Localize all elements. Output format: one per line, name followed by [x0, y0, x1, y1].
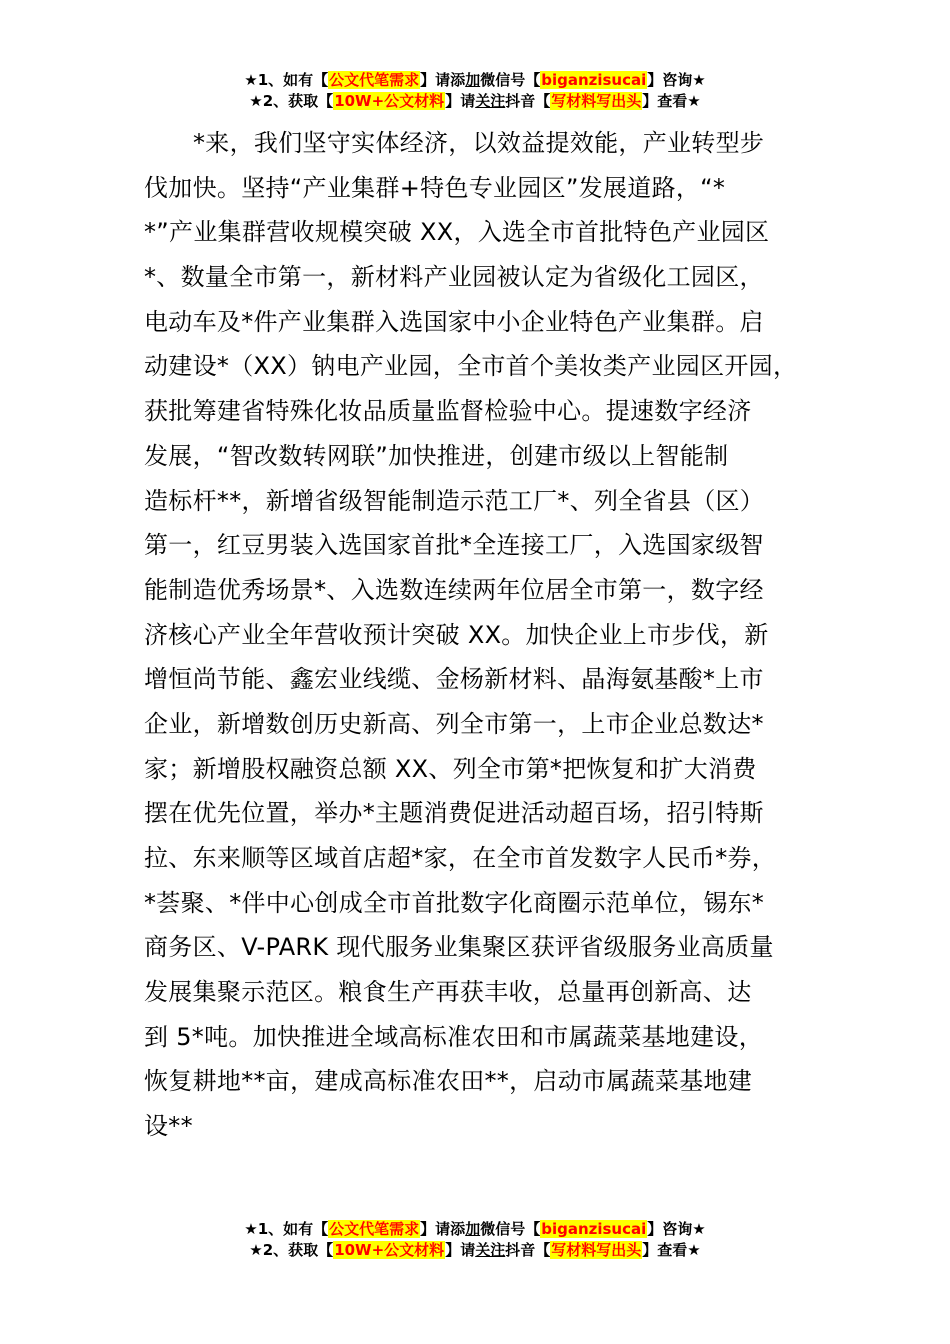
body-line: 获批筹建省特殊化妆品质量监督检验中心。提速数字经济 [144, 397, 752, 426]
banner-line-2: ★2、获取【10W+公文材料】请关注抖音【写材料写出头】查看★ [249, 1241, 701, 1259]
header-banner [0, 70, 950, 112]
document-body [144, 121, 834, 1149]
highlight-wechat-id: biganzisucai [541, 71, 647, 89]
body-line: 电动车及*件产业集群入选国家中小企业特色产业集群。启 [144, 307, 764, 336]
highlight-materials: 10W+公文材料 [334, 1241, 445, 1259]
highlight-service: 公文代笔需求 [329, 71, 420, 89]
body-line: 拉、东来顺等区域首店超*家，在全市首发数字人民币*券， [144, 844, 777, 872]
body-line: 造标杆**，新增省级智能制造示范工厂*、列全省县（区） [144, 486, 765, 515]
highlight-wechat-id: biganzisucai [541, 1220, 647, 1238]
highlight-douyin: 写材料写出头 [551, 1241, 642, 1259]
body-line: 设** [144, 1112, 193, 1141]
body-line: 发展，“智改数转网联”加快推进，创建市级以上智能制 [144, 441, 729, 470]
body-line: *来，我们坚守实体经济，以效益提效能，产业转型步 [193, 129, 765, 157]
banner-line-1: ★1、如有【公文代笔需求】请添加微信号【biganzisucai】咨询★ [244, 1220, 706, 1238]
body-line: *”产业集群营收规模突破 XX，入选全市首批特色产业园区 [144, 218, 770, 247]
highlight-materials: 10W+公文材料 [334, 92, 445, 110]
body-line: 商务区、V-PARK 现代服务业集聚区获评省级服务业高质量 [144, 933, 774, 962]
body-line: 摆在优先位置，举办*主题消费促进活动超百场，招引特斯 [144, 799, 764, 828]
body-line: 第一，红豆男装入选国家首批*全连接工厂，入选国家级智 [144, 531, 764, 560]
body-line: 动建设*（XX）钠电产业园，全市首个美妆类产业园区开园， [144, 352, 798, 381]
body-line: 到 5*吨。加快推进全域高标准农田和市属蔬菜基地建设， [144, 1022, 763, 1051]
body-line: 企业，新增数创历史新高、列全市第一，上市企业总数达* [144, 709, 764, 738]
banner-line-2: ★2、获取【10W+公文材料】请关注抖音【写材料写出头】查看★ [249, 92, 701, 110]
footer-banner [0, 1219, 950, 1261]
banner-line-1: ★1、如有【公文代笔需求】请添加微信号【biganzisucai】咨询★ [244, 71, 706, 89]
body-line: 增恒尚节能、鑫宏业线缆、金杨新材料、晶海氨基酸*上市 [144, 665, 764, 694]
body-line: *、数量全市第一，新材料产业园被认定为省级化工园区， [144, 263, 764, 292]
body-line: 济核心产业全年营收预计突破 XX。加快企业上市步伐，新 [144, 620, 769, 649]
body-line: *荟聚、*伴中心创成全市首批数字化商圈示范单位，锡东* [144, 888, 765, 917]
body-line: 能制造优秀场景*、入选数连续两年位居全市第一，数字经 [144, 575, 764, 604]
highlight-douyin: 写材料写出头 [551, 92, 642, 110]
highlight-service: 公文代笔需求 [329, 1220, 420, 1238]
body-line: 恢复耕地**亩，建成高标准农田**，启动市属蔬菜基地建 [144, 1067, 753, 1096]
body-line: 家；新增股权融资总额 XX、列全市第*把恢复和扩大消费 [144, 754, 757, 783]
body-line: 发展集聚示范区。粮食生产再获丰收，总量再创新高、达 [144, 978, 752, 1007]
body-line: 伐加快。坚持“产业集群+特色专业园区”发展道路，“* [144, 173, 726, 202]
